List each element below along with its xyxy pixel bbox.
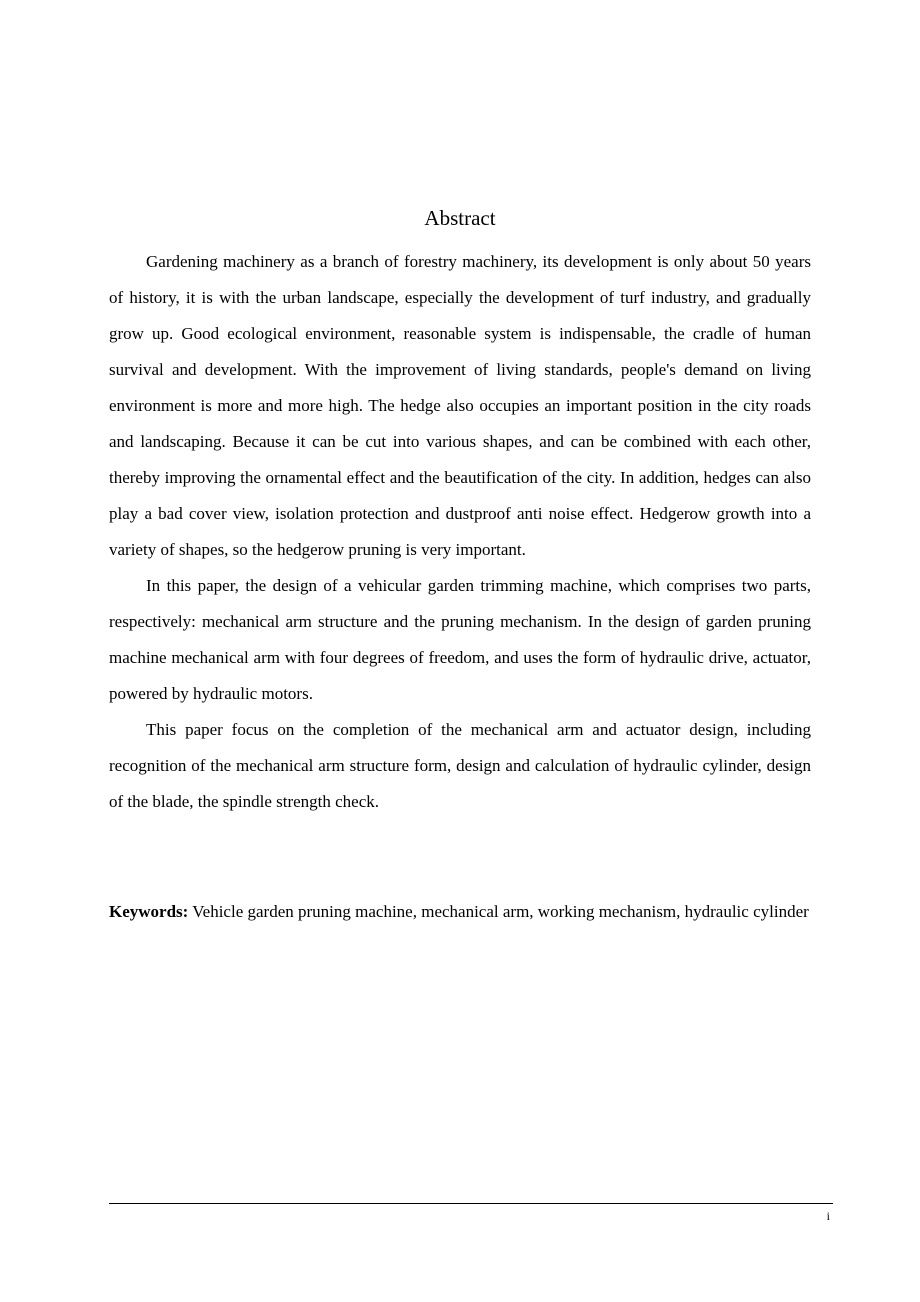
abstract-paragraph-1: Gardening machinery as a branch of forestry machinery, its development is only about 50 years of history, it is with the urban landscape, especially the development of turf industry, and gradually grow up. Good ecological environment, reasonable system is indispensable, the cradle of human survival and development. With the improvement of living standards, people's demand on living environment is more and more high. The hedge also occupies an important position in the city roads and landscaping. Because it can be cut into various shapes, and can be combined with each other, thereby improving the ornamental effect and the beautification of the city. In addition, hedges can also play a bad cover view, isolation protection and dustproof anti noise effect. Hedgerow growth into a variety of shapes, so the hedgerow pruning is very important.	[109, 252, 811, 559]
keywords-label: Keywords:	[109, 902, 189, 921]
abstract-body	[109, 244, 811, 820]
abstract-paragraph-3: This paper focus on the completion of the mechanical arm and actuator design, including recognition of the mechanical arm structure form, design and calculation of hydraulic cylinder, design of the blade, the spindle strength check.	[109, 720, 811, 811]
abstract-paragraph-2: In this paper, the design of a vehicular garden trimming machine, which comprises two parts, respectively: mechanical arm structure and the pruning mechanism. In the design of garden pruning machine mechanical arm with four degrees of freedom, and uses the form of hydraulic drive, actuator, powered by hydraulic motors.	[109, 576, 811, 703]
keywords-line	[109, 894, 811, 930]
page-number: i	[826, 1209, 830, 1223]
keywords-text: Vehicle garden pruning machine, mechanical arm, working mechanism, hydraulic cylinder	[188, 902, 809, 921]
abstract-title: Abstract	[424, 206, 496, 230]
footer-divider	[109, 1203, 833, 1204]
